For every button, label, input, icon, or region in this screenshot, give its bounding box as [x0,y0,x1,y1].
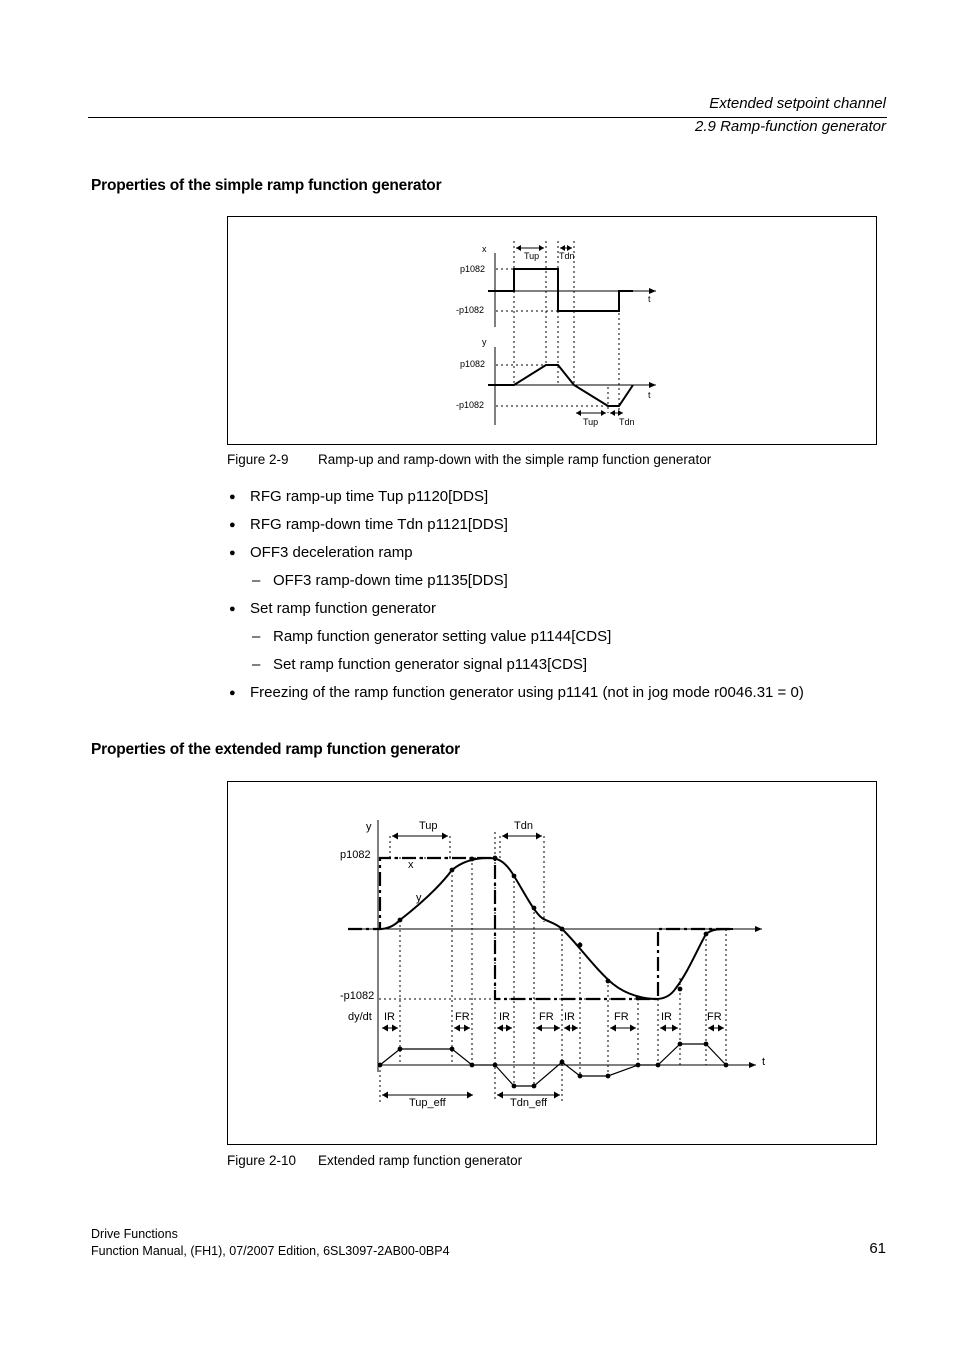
ext-label-fr-2: FR [539,1011,554,1023]
label-t-upper: t [648,294,651,304]
ext-label-ir-4: IR [661,1011,672,1023]
page-number: 61 [869,1240,886,1257]
ext-label-ir-1: IR [384,1011,395,1023]
label-tdn-lower: Tdn [619,417,635,427]
list-item: ● Freezing of the ramp function generator using p1141 (not in jog mode r0046.31 = 0) [227,679,804,707]
ext-label-neg-p1082: -p1082 [340,990,375,1002]
footer-line-1: Drive Functions [91,1227,178,1241]
ext-label-t: t [762,1056,766,1068]
running-header-chapter: Extended setpoint channel [709,95,886,112]
figure-extended-caption [227,1153,522,1168]
list-item: ● Set ramp function generator [227,595,804,623]
ext-label-fr-3: FR [614,1011,629,1023]
label-tup-lower: Tup [583,417,599,427]
figure-simple-ramp [227,216,877,445]
list-item: ● OFF3 deceleration ramp [227,539,804,567]
label-t-lower: t [648,390,651,400]
running-header-section: 2.9 Ramp-function generator [695,118,886,135]
section-title-extended: Properties of the extended ramp function generator [91,741,460,758]
label-x: x [482,244,487,254]
list-item: ● RFG ramp-up time Tup p1120[DDS] [227,483,804,511]
ext-label-tup: Tup [419,820,438,832]
label-p1082-upper: p1082 [460,264,486,274]
label-tdn-upper: Tdn [559,251,575,261]
ext-label-tup-eff: Tup_eff [409,1097,446,1109]
label-neg-p1082-lower: -p1082 [456,400,485,410]
figure-extended-caption-text: Extended ramp function generator [318,1153,523,1168]
list-item: – Set ramp function generator signal p1143[CDS] [227,651,804,679]
x-step-signal [488,269,633,311]
ext-ir-fr-arrows [382,1028,724,1095]
figure-simple-number: Figure 2-9 [227,452,289,467]
ext-label-ir-2: IR [499,1011,510,1023]
bullet-list [227,483,804,707]
ext-label-x: x [408,859,414,871]
label-p1082-lower: p1082 [460,359,486,369]
ext-label-y-axis: y [366,821,372,833]
ext-label-p1082: p1082 [340,849,371,861]
section-title-simple: Properties of the simple ramp function generator [91,177,442,194]
figure-simple-diagram [228,217,876,444]
label-y: y [482,337,487,347]
label-tup-upper: Tup [524,251,540,261]
figure-simple-caption [227,452,711,467]
label-neg-p1082-upper: -p1082 [456,305,485,315]
ext-guides [380,832,726,1102]
ext-label-tdn: Tdn [514,820,533,832]
figure-extended-diagram [228,782,876,1144]
ext-label-ir-3: IR [564,1011,575,1023]
figure-extended-ramp [227,781,877,1145]
ext-label-fr-4: FR [707,1011,722,1023]
list-item: – OFF3 ramp-down time p1135[DDS] [227,567,804,595]
ext-label-fr-1: FR [455,1011,470,1023]
ext-label-tdn-eff: Tdn_eff [510,1097,548,1109]
figure-extended-number: Figure 2-10 [227,1153,297,1168]
ext-marker-dots [378,856,729,1089]
footer-line-2: Function Manual, (FH1), 07/2007 Edition, 6SL3097-2AB00-0BP4 [91,1244,450,1258]
figure-simple-caption-text: Ramp-up and ramp-down with the simple ramp function generator [318,452,712,467]
list-item: – Ramp function generator setting value p1144[CDS] [227,623,804,651]
list-item: ● RFG ramp-down time Tdn p1121[DDS] [227,511,804,539]
ext-label-y-curve: y [416,892,422,904]
ext-label-dydt: dy/dt [348,1011,372,1023]
